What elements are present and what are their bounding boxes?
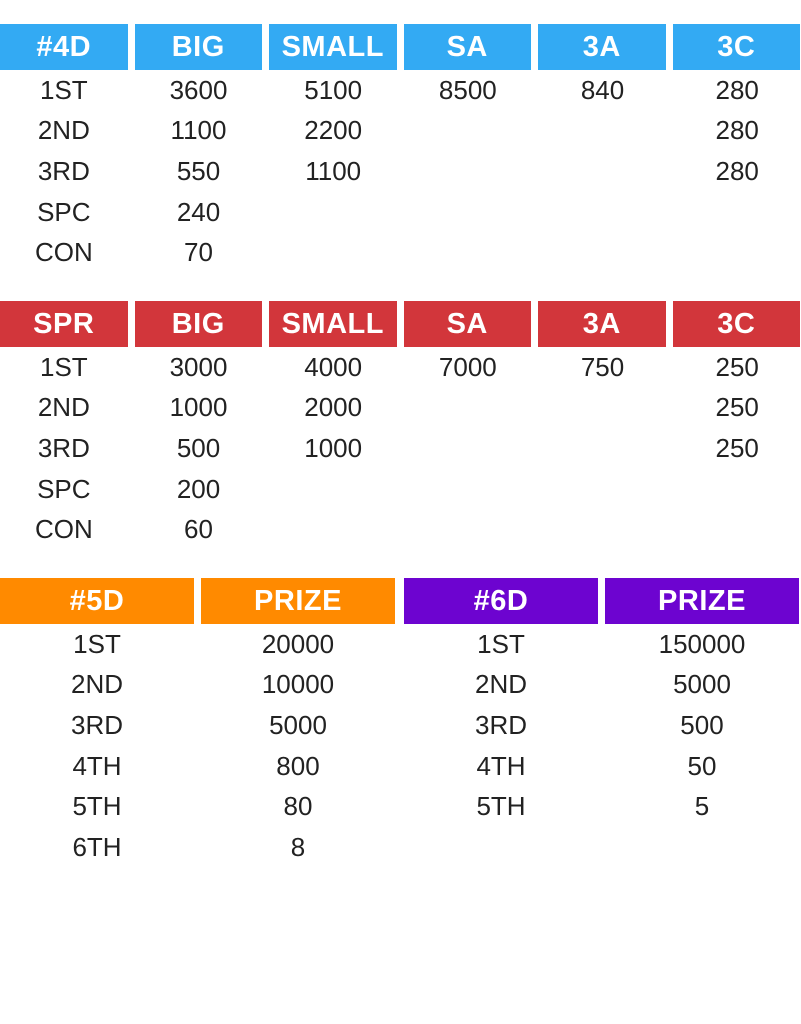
sa-value: 7000: [438, 351, 497, 382]
prize-rank: 2ND: [70, 669, 123, 700]
small-value: 2200: [304, 115, 363, 146]
table-row: [0, 151, 801, 192]
prize-rank: CON: [34, 237, 93, 268]
fived-header-row: [0, 578, 396, 624]
table-row: [404, 705, 800, 746]
sixd-prize-table: [404, 578, 800, 868]
big-value: 240: [176, 196, 221, 227]
small-value: [269, 192, 397, 233]
table-row: [0, 705, 396, 746]
big-value: 60: [184, 514, 213, 545]
spr-prize-table: [0, 301, 801, 550]
prize-rank: SPC: [37, 196, 91, 227]
prize-rank: 1ST: [39, 74, 88, 105]
spr-header-3c: 3C: [673, 301, 801, 347]
table-row: [404, 746, 800, 787]
fived-header-game: #5D: [0, 578, 194, 624]
fourd-header-game: #4D: [0, 24, 128, 70]
prize-rank: 3RD: [37, 432, 90, 463]
3c-value: 250: [715, 392, 759, 423]
big-value: 1100: [170, 115, 227, 146]
sa-value: [404, 151, 532, 192]
big-value: 200: [176, 473, 221, 504]
small-value: 4000: [304, 351, 363, 382]
big-value: 500: [176, 432, 221, 463]
table-row: [0, 192, 801, 233]
spr-header-big: BIG: [135, 301, 263, 347]
sa-value: [404, 192, 532, 233]
3a-value: [539, 509, 667, 550]
3c-value: 280: [715, 74, 759, 105]
big-value: 70: [184, 237, 213, 268]
fourd-header-row: [0, 24, 801, 70]
prize-value: 5000: [269, 709, 327, 740]
3a-value: [539, 232, 667, 273]
spr-header-row: [0, 301, 801, 347]
sa-value: [404, 232, 532, 273]
table-row: [0, 624, 396, 665]
big-value: 1000: [169, 392, 228, 423]
prize-rank: CON: [34, 514, 93, 545]
spr-header-3a: 3A: [538, 301, 666, 347]
fived-prize-table: [0, 578, 396, 868]
sa-value: [404, 428, 532, 469]
3a-value: [539, 469, 667, 510]
big-value: 3000: [169, 351, 228, 382]
3a-value: 840: [580, 74, 625, 105]
table-row: [0, 388, 801, 429]
3c-value: [673, 509, 801, 550]
prize-value: 8: [290, 831, 306, 862]
prize-value: 50: [687, 750, 717, 781]
prize-value: 5: [694, 791, 710, 822]
table-row: [404, 786, 800, 827]
fourd-header-3c: 3C: [673, 24, 801, 70]
fourd-header-3a: 3A: [538, 24, 666, 70]
prize-value: 800: [276, 750, 320, 781]
table-row: [404, 665, 800, 706]
prize-rank: 2ND: [474, 669, 527, 700]
3c-value: 280: [715, 115, 759, 146]
spr-body: [0, 347, 801, 550]
table-row: [0, 111, 801, 152]
prize-rank: 5TH: [476, 791, 526, 822]
prize-rank: 5TH: [72, 791, 122, 822]
small-value: [269, 232, 397, 273]
prize-value: 150000: [658, 628, 746, 659]
fourd-body: [0, 70, 801, 273]
sa-value: [404, 388, 532, 429]
prize-rank: 4TH: [72, 750, 122, 781]
table-row: [0, 509, 801, 550]
sixd-header-prize: PRIZE: [605, 578, 799, 624]
small-value: [269, 509, 397, 550]
sa-value: [404, 509, 532, 550]
small-value: 1100: [305, 155, 362, 186]
fived-sixd-prize-tables: [0, 578, 801, 868]
prize-value: 5000: [673, 669, 731, 700]
fourd-header-big: BIG: [135, 24, 263, 70]
3c-value: 250: [715, 432, 759, 463]
3c-value: 280: [715, 155, 759, 186]
prize-value: 20000: [261, 628, 335, 659]
small-value: 5100: [304, 74, 363, 105]
spr-header-sa: SA: [404, 301, 532, 347]
fourd-prize-table: [0, 24, 801, 273]
table-row: [0, 469, 801, 510]
3c-value: [673, 232, 801, 273]
table-row: [0, 428, 801, 469]
prize-rank: 2ND: [37, 392, 90, 423]
3c-value: [673, 192, 801, 233]
small-value: 2000: [304, 392, 363, 423]
spr-header-small: SMALL: [269, 301, 397, 347]
table-row: [0, 746, 396, 787]
table-row: [0, 665, 396, 706]
prize-rank: 1ST: [39, 351, 88, 382]
sa-value: 8500: [438, 74, 497, 105]
big-value: 3600: [169, 74, 228, 105]
table-row: [0, 827, 396, 868]
3a-value: [539, 192, 667, 233]
prize-value: 500: [680, 709, 724, 740]
3a-value: [539, 111, 667, 152]
prize-rank: 3RD: [37, 155, 90, 186]
prize-value: 10000: [261, 669, 335, 700]
fourd-header-small: SMALL: [269, 24, 397, 70]
prize-rank: SPC: [37, 473, 91, 504]
prize-rank: 3RD: [70, 709, 123, 740]
spr-header-game: SPR: [0, 301, 128, 347]
prize-rank: 1ST: [477, 628, 525, 659]
3c-value: 250: [715, 351, 759, 382]
sixd-header-row: [404, 578, 800, 624]
sa-value: [404, 469, 532, 510]
table-row: [0, 70, 801, 111]
table-row: [0, 786, 396, 827]
prize-rank: 2ND: [37, 115, 90, 146]
big-value: 550: [176, 155, 221, 186]
prize-rank: 4TH: [476, 750, 526, 781]
table-row: [404, 624, 800, 665]
3a-value: [539, 428, 667, 469]
sixd-header-game: #6D: [404, 578, 598, 624]
3a-value: [539, 388, 667, 429]
table-row: [0, 347, 801, 388]
small-value: [269, 469, 397, 510]
fived-header-prize: PRIZE: [201, 578, 395, 624]
prize-rank: 3RD: [474, 709, 527, 740]
3a-value: 750: [580, 351, 625, 382]
prize-rank: 6TH: [72, 831, 122, 862]
fourd-header-sa: SA: [404, 24, 532, 70]
prize-rank: 1ST: [73, 628, 121, 659]
prize-value: 80: [283, 791, 313, 822]
3a-value: [539, 151, 667, 192]
small-value: 1000: [304, 432, 363, 463]
3c-value: [673, 469, 801, 510]
sa-value: [404, 111, 532, 152]
table-row: [0, 232, 801, 273]
